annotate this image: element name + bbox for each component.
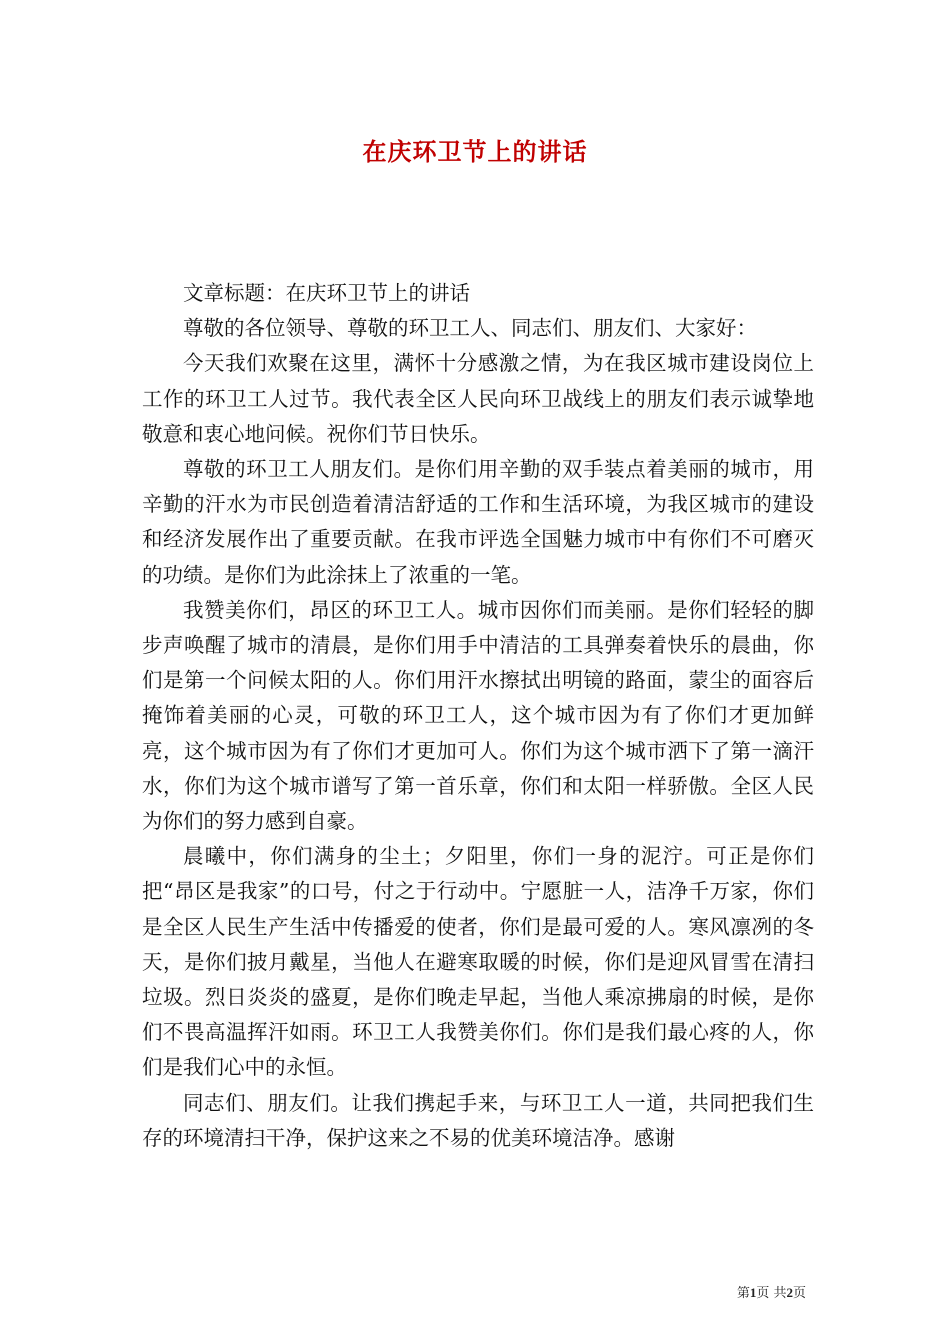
footer-prefix: 第 xyxy=(736,1286,750,1301)
paragraph-praise: 我赞美你们，昂区的环卫工人。城市因你们而美丽。是你们轻轻的脚步声唤醒了城市的清晨，是你们用手中清洁的工具弹奏着快乐的晨曲，你们是第一个问候太阳的人。你们用汗水擦拭出明镜的路面，蒙尘的面容后掩饰着美丽的心灵，可敬的环卫工人，这个城市因为有了你们才更加鲜亮，这个城市因为有了你们才更加可人。你们为这个城市洒下了第一滴汗水，你们为这个城市谱写了第一首乐章，你们和太阳一样骄傲。全区人民为你们的努力感到自豪。 xyxy=(142,597,814,834)
paragraph-opening: 今天我们欢聚在这里，满怀十分感激之情，为在我区城市建设岗位上工作的环卫工人过节。我代表全区人民向环卫战线上的朋友们表示诚挚地敬意和衷心地问候。祝你们节日快乐。 xyxy=(142,351,814,446)
footer-suffix: 页 xyxy=(792,1286,806,1301)
document-body xyxy=(142,276,814,1156)
paragraph-article-title: 文章标题：在庆环卫节上的讲话 xyxy=(183,281,470,305)
paragraph-closing: 同志们、朋友们。让我们携起手来，与环卫工人一道，共同把我们生存的环境清扫干净，保护这来之不易的优美环境洁净。感谢 xyxy=(142,1090,814,1150)
document-title: 在庆环卫节上的讲话 xyxy=(362,137,588,166)
footer-total-pages: 2 xyxy=(786,1285,793,1300)
page-footer xyxy=(0,1282,806,1301)
paragraph-tribute: 尊敬的环卫工人朋友们。是你们用辛勤的双手装点着美丽的城市，用辛勤的汗水为市民创造着清洁舒适的工作和生活环境，为我区城市的建设和经济发展作出了重要贡献。在我市评选全国魅力城市中有你们不可磨灭的功绩。是你们为此涂抹上了浓重的一笔。 xyxy=(142,457,814,587)
footer-middle: 页 共 xyxy=(756,1286,787,1301)
paragraph-dedication: 晨曦中，你们满身的尘土；夕阳里，你们一身的泥泞。可正是你们把“昂区是我家”的口号，付之于行动中。宁愿脏一人，洁净千万家，你们是全区人民生产生活中传播爱的使者，你们是最可爱的人。寒风凛冽的冬天，是你们披月戴星，当他人在避寒取暖的时候，你们是迎风冒雪在清扫垃圾。烈日炎炎的盛夏，是你们晚走早起，当他人乘凉拂扇的时候，是你们不畏高温挥汗如雨。环卫工人我赞美你们。你们是我们最心疼的人，你们是我们心中的永恒。 xyxy=(142,844,814,1080)
paragraph-salutation: 尊敬的各位领导、尊敬的环卫工人、同志们、朋友们、大家好： xyxy=(183,316,757,341)
footer-page-number: 1 xyxy=(749,1285,757,1300)
